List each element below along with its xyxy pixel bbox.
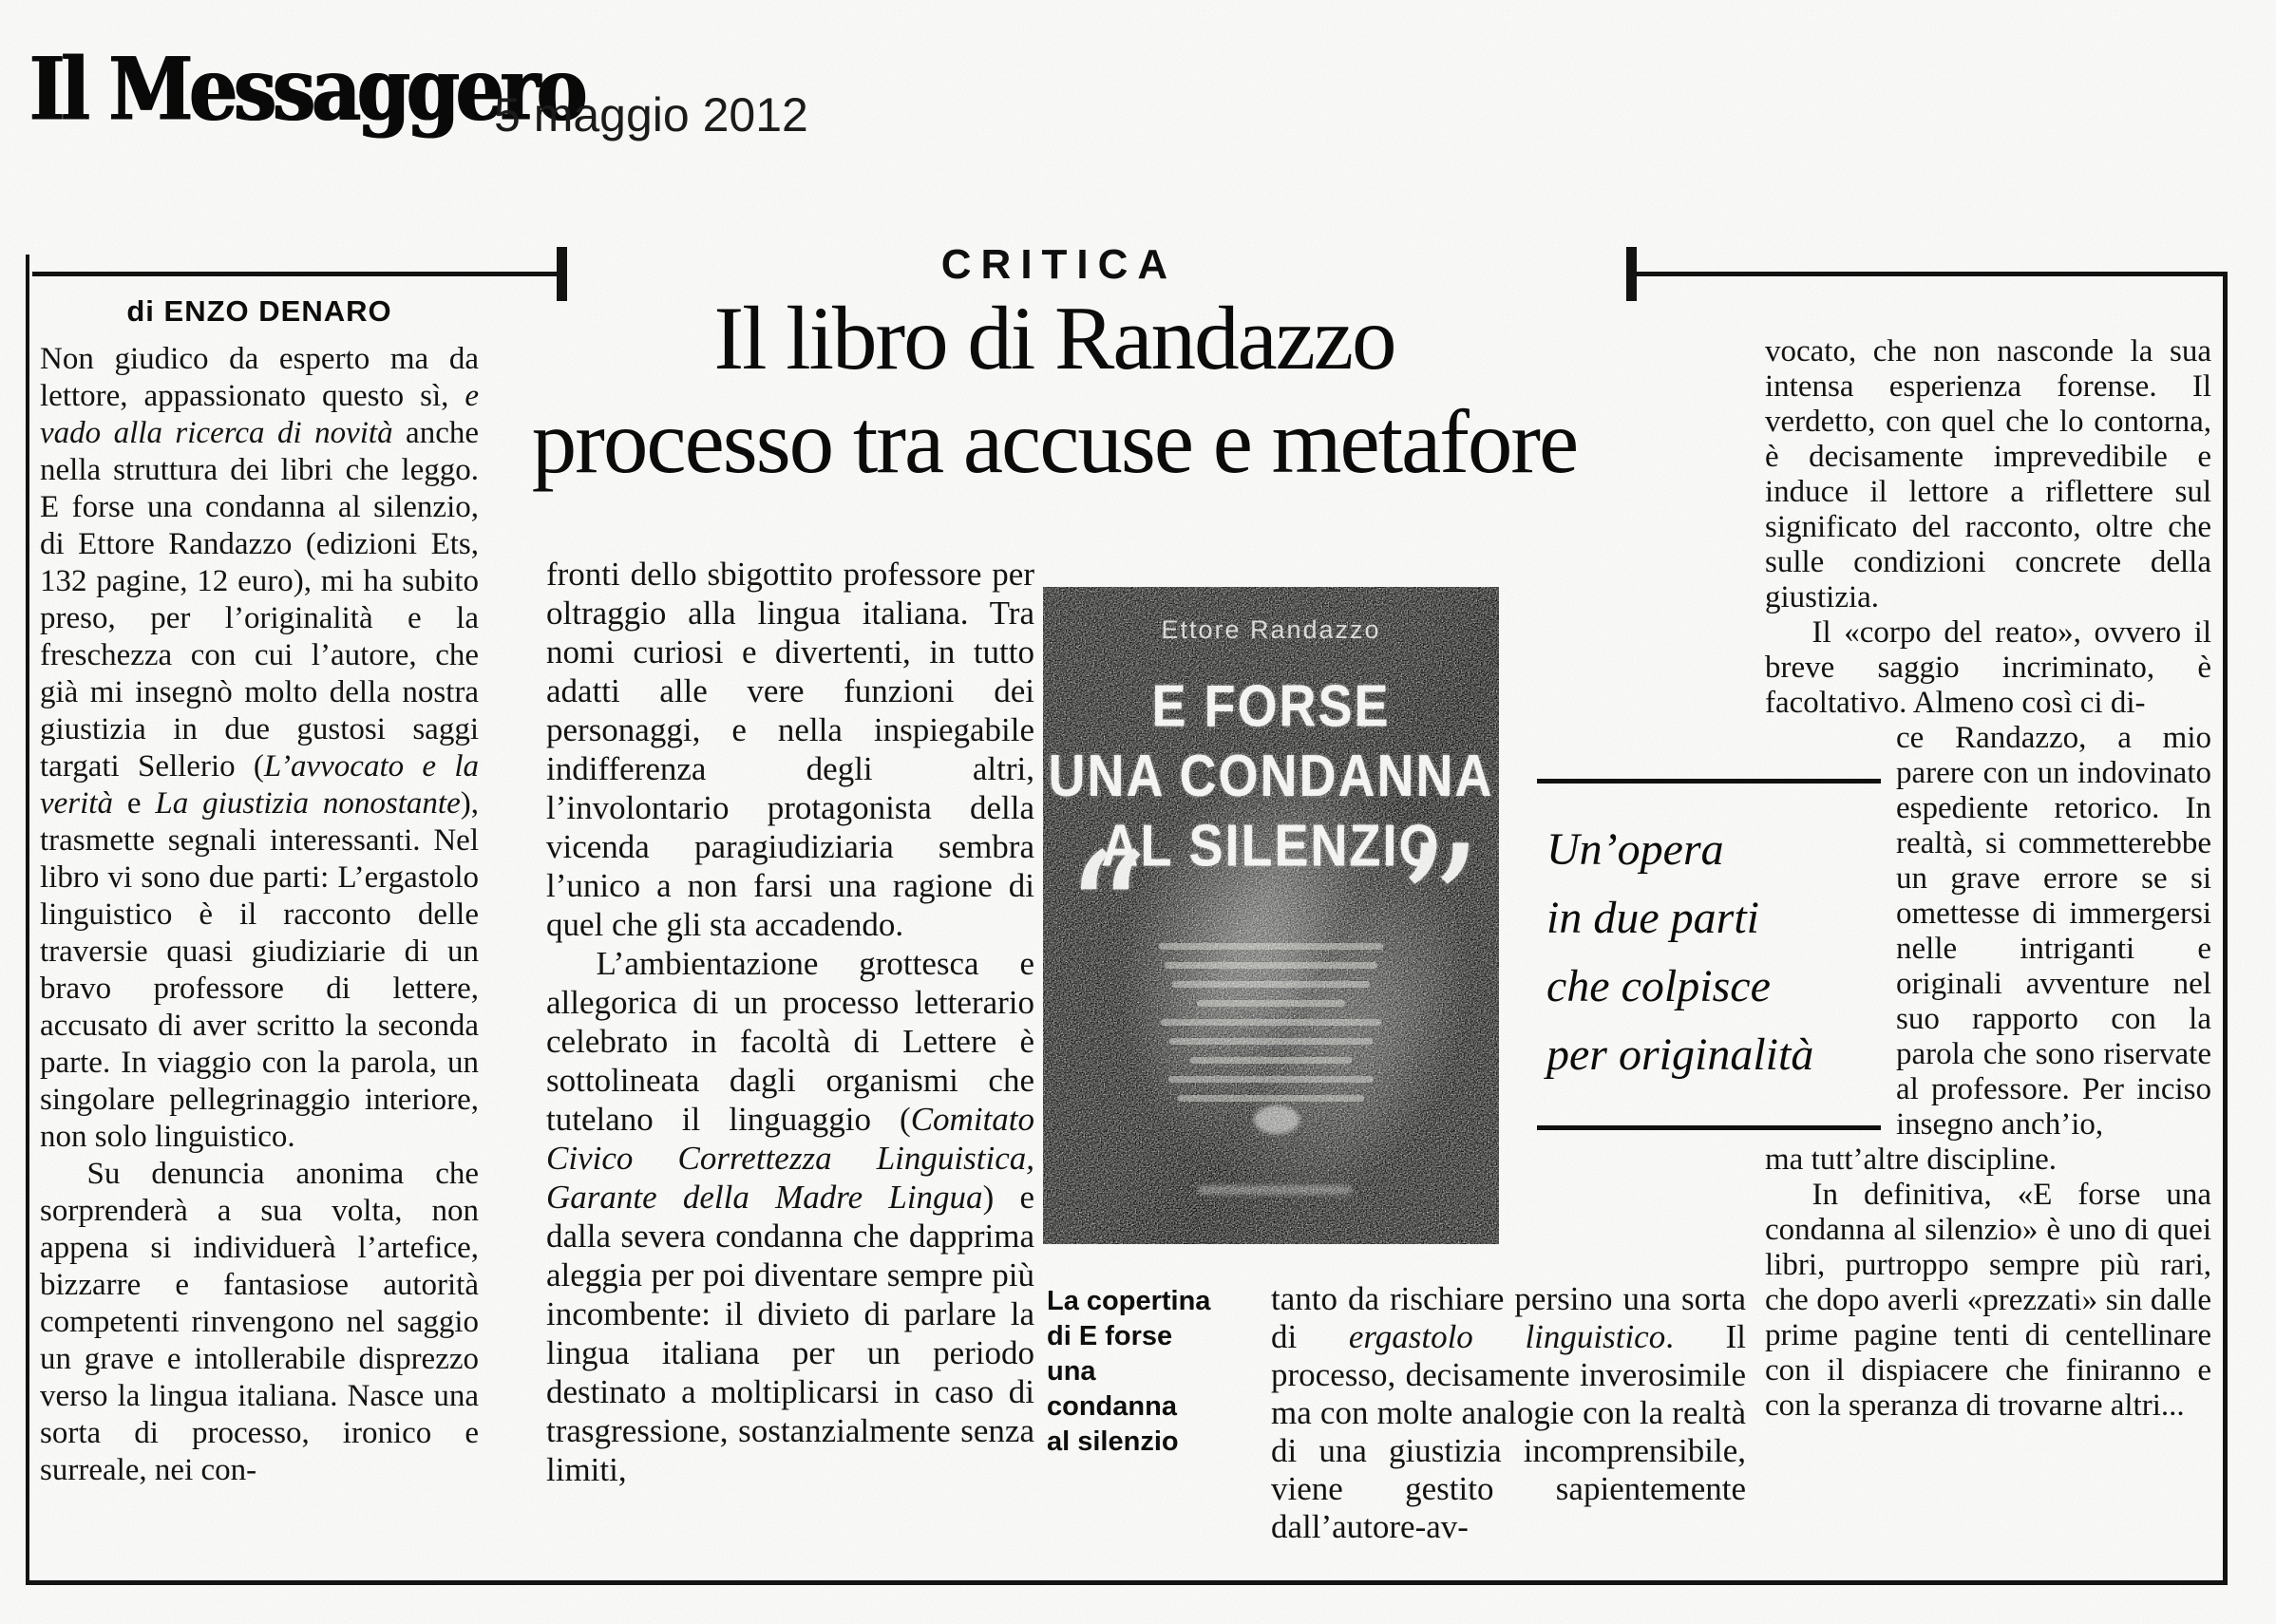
article-column-3: tanto da rischiare persino una sorta di ergastolo linguistico. Il processo, decisamente inverosimile ma con molte analogie con la realtà di una giustizia incomprensibile, viene gestito sapientemente dall’autore-av- [1271,1280,1746,1545]
scan-noise-texture [1043,587,1499,1244]
masthead-date: 5 maggio 2012 [494,88,808,142]
article-column-4-wrap: ce Randazzo, a mio parere con un indovinato espediente retorico. In realtà, si commetterebbe un grave errore se si omettesse di immergersi nelle intriganti e originali avventure nel suo rapporto con la parola che sono riservate al professore. Per inciso insegno anch’io, [1896,721,2211,1142]
article-column-2: fronti dello sbigottito professore per oltraggio alla lingua italiana. Tra nomi curiosi e divertenti, in tutto adatti alle vere funzioni dei personaggi, e nella inspiegabile indifferenza degli altri, l’involontario protagonista della vicenda paragiudiziaria sembra l’unico a non farsi una ragione di quel che gli sta accadendo. L’ambientazione grottesca e allegorica di un processo letterario celebrato in facoltà di Lettere è sottolineata dagli organismi che tutelano il linguaggio (Comitato Civico Correttezza Linguistica, Garante della Madre Lingua) e dalla severa condanna che dapprima aleggia per poi diventare sempre più incombente: il divieto di parlare la lingua italiana per un periodo destinato a moltiplicarsi in caso di trasgressione, sostanzialmente senza limiti, [546,556,1034,1488]
header-rule-left [32,272,560,276]
book-cover-photo [1043,587,1499,1244]
article-column-4-bottom: ma tutt’altre discipline. In definitiva, «E forse una condanna al silenzio» è uno di quei libri, purtroppo sempre più rari, che dopo averli «prezzati» sin dalle prime pagine tenti di centellinare con il dispiacere che finiranno e con la speranza di trovarne altri... [1765,1142,2211,1423]
headline [323,289,1786,491]
article-column-4-top: vocato, che non nasconde la sua intensa esperienza forense. Il verdetto, con quel che lo contorna, è decisamente imprevedibile e induce il lettore a riflettere sul significato del racconto, oltre che sulle condizioni concrete della giustizia. Il «corpo del reato», ovvero il breve saggio incriminato, è facoltativo. Almeno così ci di- [1765,334,2211,720]
article-column-1-text: Non giudico da esperto ma da lettore, appassionato questo sì, e vado alla ricerca di novità anche nella struttura dei libri che leggo. E forse una condanna al silenzio, di Ettore Randazzo (edizioni Ets, 132 pagine, 12 euro), mi ha subito preso, per l’originalità e la freschezza con cui l’autore, che già mi insegnò molto della nostra giustizia in due gustosi saggi targati Sellerio (L’avvocato e la verità e La giustizia nonostante), trasmette segnali interessanti. Nel libro vi sono due parti: L’ergastolo linguistico è il racconto delle traversie quasi giudiziarie di un bravo professore di lettere, accusato di aver scritto la seconda parte. In viaggio con la parola, un singolare pellegrinaggio interiore, non solo linguistico. Su denuncia anonima che sorprenderà a sua volta, non appena si individuerà l’artefice, bizzarre e fantasiose autorità competenti rinvengono nel saggio un grave e intollerabile disprezzo verso la lingua italiana. Nasce una sorta di processo, ironico e surreale, nei con- [40,342,479,1487]
masthead-title: Il Messaggero [28,38,583,141]
headline-line-2: processo tra accuse e metafore [531,390,1578,492]
section-kicker: CRITICA [940,241,1178,288]
article-column-4 [1765,334,2211,1424]
header-rule-right [1626,272,2228,276]
frame-rule-bottom [26,1580,2228,1585]
pull-quote: Un’opera in due parti che colpisce per originalità [1537,779,1881,1130]
byline: di ENZO DENARO [126,294,392,328]
frame-rule-right [2223,272,2228,1585]
frame-rule-left [26,255,29,1584]
article-column-1 [40,293,479,1489]
headline-line-1: Il libro di Randazzo [713,288,1395,388]
photo-caption: La copertina di E forse una condanna al silenzio [1047,1286,1211,1457]
